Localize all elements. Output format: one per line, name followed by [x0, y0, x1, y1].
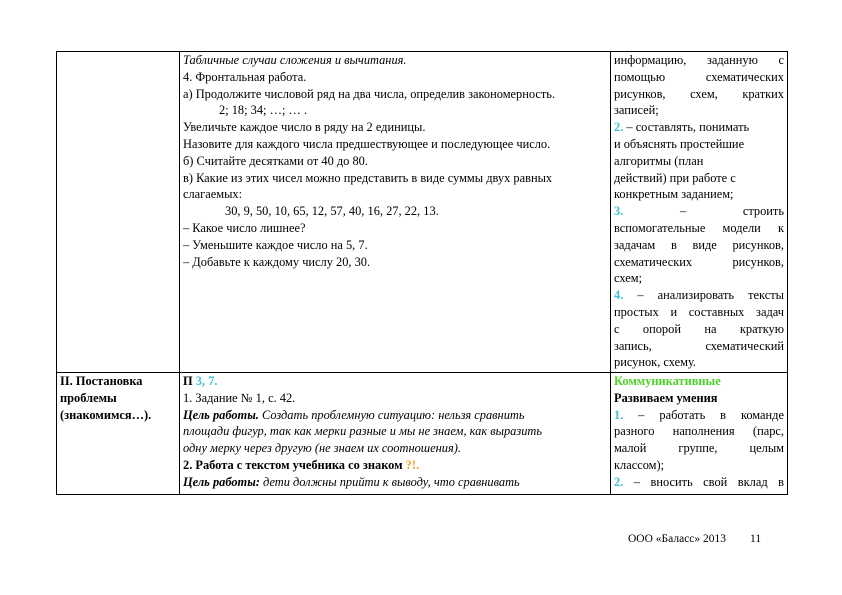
skills-cell: [611, 373, 788, 495]
skills-category-title: Коммуникативные: [614, 374, 721, 388]
frontal-work-item: 4. Фронтальная работа.: [183, 69, 307, 84]
question-add: – Добавьте к каждому числу 20, 30.: [183, 254, 371, 269]
skills-line: классом);: [614, 457, 665, 472]
prev-next-instruction: Назовите для каждого числа предшествующее и последующее число.: [183, 136, 551, 151]
table-row: [57, 52, 788, 373]
task-2: 2. Работа с текстом учебника со знаком ?!.: [183, 457, 420, 472]
skills-line: рисунков, схем, кратких: [614, 86, 784, 101]
skill-item-2: 2. – вносить свой вклад в: [614, 474, 784, 489]
skills-subtitle: Развиваем умения: [614, 390, 718, 405]
skills-line: разного наполнения (парс,: [614, 424, 784, 439]
section-heading: Табличные случаи сложения и вычитания.: [183, 53, 407, 67]
skills-line: схематических рисунков,: [614, 254, 784, 269]
skills-line: рисунок, схему.: [614, 355, 697, 370]
stage-title: (знакомимся…).: [60, 407, 152, 422]
task-1: 1. Задание № 1, с. 42.: [183, 390, 296, 405]
increase-instruction: Увеличьте каждое число в ряду на 2 единицы.: [183, 120, 426, 135]
skills-line: информацию, заданную с: [614, 53, 784, 67]
skills-line: задачам в виде рисунков,: [614, 237, 784, 252]
skill-number: 2.: [614, 474, 624, 489]
publisher-text: ООО «Баласс» 2013: [628, 533, 727, 545]
question-extra-number: – Какое число лишнее?: [183, 220, 306, 235]
skills-line: записей;: [614, 103, 659, 118]
skill-item-1: 1. – работать в команде: [614, 407, 784, 422]
skills-line: действий) при работе с: [614, 170, 736, 185]
p-reference-numbers: 3, 7.: [192, 374, 218, 388]
stage-title: проблемы: [60, 390, 117, 405]
skill-item-2: 2. – составлять, понимать: [614, 120, 750, 135]
table-row: [57, 373, 788, 495]
skill-number: 1.: [614, 407, 624, 422]
question-decrease: – Уменьшите каждое число на 5, 7.: [183, 237, 368, 252]
goal-1-line: площади фигур, так как мерки разные и мы не знаем, как выразить: [183, 424, 542, 439]
skills-line: конкретным заданием;: [614, 187, 734, 202]
goal-2: Цель работы: дети должны прийти к выводу, что сравнивать: [183, 474, 520, 489]
page-footer: [628, 533, 761, 545]
skills-line: малой группе, целым: [614, 441, 784, 456]
sign-icon: ?!.: [405, 457, 420, 472]
skill-number: 4.: [614, 288, 624, 303]
p-reference: П 3, 7.: [183, 374, 218, 388]
task-a: а) Продолжите числовой ряд на два числа, определив закономерность.: [183, 86, 556, 101]
content-cell: [180, 373, 611, 495]
skills-cell: [611, 52, 788, 373]
skills-line: помощью схематических: [614, 69, 784, 84]
number-list: 30, 9, 50, 10, 65, 12, 57, 40, 16, 27, 22, 13.: [225, 204, 439, 219]
skills-line: вспомогательные модели к: [614, 220, 784, 235]
number-series: 2; 18; 34; …; … .: [219, 103, 308, 118]
stage-cell: [57, 52, 180, 373]
stage-cell: [57, 373, 180, 495]
skills-line: схем;: [614, 271, 643, 286]
goal-label: Цель работы:: [183, 474, 260, 489]
skill-number: 2.: [614, 120, 624, 135]
skills-line: запись, схематический: [614, 338, 784, 353]
goal-1-line: одну мерку через другую (не знаем их соотношения).: [183, 441, 461, 456]
content-cell: [180, 52, 611, 373]
skill-item-4: 4. – анализировать тексты: [614, 288, 784, 303]
skills-line: с опорой на краткую: [614, 321, 784, 336]
task-v: в) Какие из этих чисел можно представить в виде суммы двух равных слагаемых:: [183, 170, 553, 202]
skills-line: и объяснять простейшие: [614, 136, 745, 151]
skills-line: простых и составных задач: [614, 304, 784, 319]
page-number: 11: [750, 533, 762, 545]
goal-1: Цель работы. Создать проблемную ситуацию: нельзя сравнить: [183, 407, 525, 422]
skill-item-3: 3. – строить: [614, 204, 784, 219]
task-b: б) Считайте десятками от 40 до 80.: [183, 153, 368, 168]
lesson-table: [56, 51, 788, 495]
stage-title: II. Постановка: [60, 374, 143, 388]
skill-number: 3.: [614, 204, 624, 219]
goal-label: Цель работы.: [183, 407, 259, 422]
skills-line: алгоритмы (план: [614, 153, 704, 168]
